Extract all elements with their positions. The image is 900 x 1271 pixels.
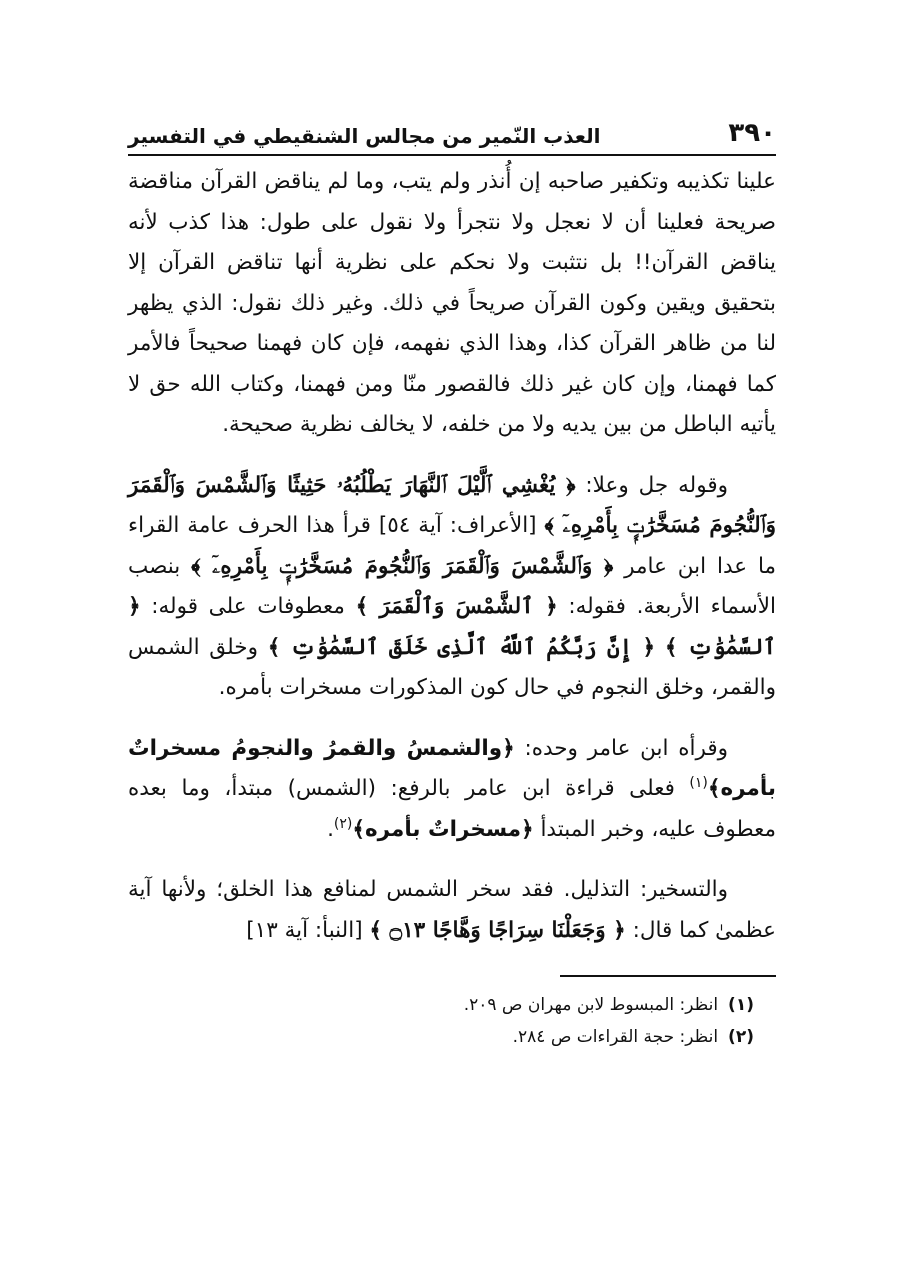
footnote-1 [128,989,754,1021]
text-segment: [النبأ: آية ١٣] [246,917,370,943]
quran-verse: ﴿ وَجَعَلْنَا سِرَاجًا وَهَّاجًا ۝١٣ ﴾ [369,917,626,943]
text-segment: فعلى قراءة ابن عامر بالرفع: (الشمس) مبتدأ، وما بعده معطوف عليه، وخبر المبتدأ [128,776,776,842]
book-page [128,108,776,1053]
text-segment: وخلق الشمس والقمر، وخلق النجوم في حال كون المذكورات مسخرات بأمره. [128,634,776,700]
footnote-separator [560,975,776,977]
paragraph-3 [128,729,776,851]
text-segment: وقوله جل وعلا: [575,472,728,498]
text-segment: معطوفات على قوله: [140,594,356,619]
paragraph-1: علينا تكذيبه وتكفير صاحبه إن أُنذر ولم يتب، وما لم يناقض القرآن مناقضة صريحة فعلينا أن لا نعجل ولا نتجرأ ولا نقول على طول: هذا كذب لأنه يناقض القرآن!! بل نتثبت ولا نحكم على نظرية أنها تناقض القرآن إلا بتحقيق ويقين وكون القرآن صريحاً في ذلك. وغير ذلك نقول: الذي يظهر لنا من ظاهر القرآن كذا، وهذا الذي نفهمه، فإن كان فهمنا صحيحاً فالأمر كما فهمنا، وإن كان غير ذلك فالقصور منّا ومن فهمنا، وكتاب الله حق لا يأتيه الباطل من بين يديه ولا من خلفه، لا يخالف نظرية صحيحة. [128,169,776,437]
footnote-text: انظر: المبسوط لابن مهران ص ٢٠٩. [463,995,719,1015]
reading-quote: ﴿والشمسُ والقمرُ والنجومُ مسخراتٌ بأمره﴾ [128,735,776,801]
footnote-number: (١) [728,995,754,1015]
quran-verse: ﴿ ٱلشَّمْسَ وَٱلْقَمَرَ ﴾ [355,594,558,619]
running-header [128,108,776,156]
paragraph-2 [128,466,776,709]
quran-verse: ﴿ وَٱلشَّمْسَ وَٱلْقَمَرَ وَٱلنُّجُومَ مُسَخَّرَٰتٍۭ بِأَمْرِهِۦٓ ﴾ [191,553,614,579]
text-segment: [الأعراف: آية ٥٤] قرأ هذا الحرف عامة القراء ما عدا ابن عامر [128,513,777,579]
footnote-ref-2[interactable]: (٢) [333,815,353,832]
running-title: العذب النّمير من مجالس الشنقيطي في التفسير [128,124,601,148]
text-segment: وقرأه ابن عامر وحده: [514,735,728,761]
footnote-ref-1[interactable]: (١) [689,774,708,791]
quran-verse: ﴿ ٱلسَّمَٰوَٰتِ ﴾ [128,594,776,660]
page-number: ٣٩٠ [728,118,776,148]
text-segment: . [327,816,334,842]
footnote-2 [128,1021,754,1053]
footnotes [128,989,776,1053]
footnote-text: انظر: حجة القراءات ص ٢٨٤. [512,1027,719,1047]
text-segment [655,635,665,660]
text-segment: بنصب الأسماء الأربعة. فقوله: [128,553,776,619]
paragraph-4 [128,870,776,951]
quran-verse: ﴿ يُغْشِي ٱلَّيْلَ ٱلنَّهَارَ يَطْلُبُهُۥ حَثِيثًا وَٱلشَّمْسَ وَٱلْقَمَرَ وَٱلنُّجُومَ مُسَخَّرَٰتٍۭ بِأَمْرِهِۦٓ ﴾ [128,472,776,538]
text-segment: والتسخير: التذليل. فقد سخر الشمس لمنافع هذا الخلق؛ ولأنها آية عظمىٰ كما قال: [128,877,776,943]
reading-quote: ﴿مسخراتٌ بأمره﴾ [352,816,534,842]
footnote-number: (٢) [728,1027,754,1047]
quran-verse: ﴿ إِنَّ رَبَّكُمُ ٱللَّهُ ٱلَّذِى خَلَقَ ٱلسَّمَٰوَٰتِ ﴾ [267,634,656,660]
